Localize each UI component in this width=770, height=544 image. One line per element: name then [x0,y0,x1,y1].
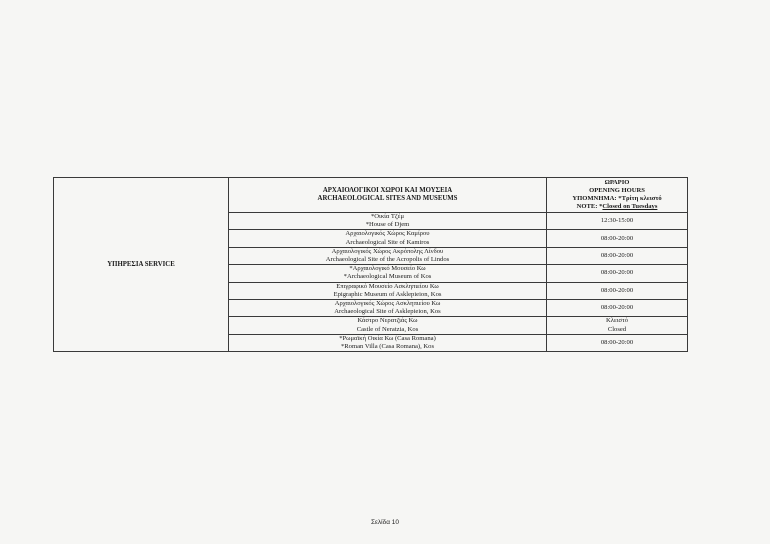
site-name-greek: *Οικία Τζέμ [371,213,404,220]
site-name-english: Archaeological Site of Kamiros [345,238,430,246]
site-cell [229,213,547,230]
sites-header-english: ARCHAEOLOGICAL SITES AND MUSEUMS [317,195,458,202]
hours-value-english: Closed [607,325,627,333]
note-english [549,203,685,211]
opening-hours-table [53,177,688,352]
site-name-english: Castle of Neratzia, Kos [356,325,419,333]
hours-value: 12:30-15:00 [600,217,634,225]
hours-value: 08:00-20:00 [600,286,634,294]
site-name-english: *Archaeological Museum of Kos [343,273,432,281]
hours-cell [547,230,688,247]
hours-cell [547,334,688,351]
hours-value: 08:00-20:00 [600,234,634,242]
service-header: ΥΠΗΡΕΣΙΑ SERVICE [107,260,175,268]
site-name-greek: Αρχαιολογικός Χώρος Ασκληπιείου Κω [334,300,441,308]
site-name-greek: Επιγραφικό Μουσείο Ασκληπιείου Κω [336,282,439,290]
page-number: Σελίδα 10 [370,519,400,526]
site-cell [229,230,547,247]
site-cell [229,282,547,299]
site-name-english: Epigraphic Museum of Asklepieion, Kos [333,290,442,298]
hours-value: 08:00-20:00 [600,304,634,312]
hours-cell [547,317,688,334]
site-name-english: Archaeological Site of Asklepieion, Kos [334,308,441,316]
site-name-greek: *Αρχαιολογικό Μουσείο Κω [349,265,426,273]
hours-value: 08:00-20:00 [600,338,634,346]
site-name-greek: Αρχαιολογικός Χώρος Ακρόπολης Λίνδου [331,247,444,255]
note-english-closed-tuesdays: Closed on Tuesdays [602,203,658,210]
hours-value-greek: Κλειστό [605,317,628,325]
note-english-prefix: NOTE: * [576,203,603,210]
hours-header-greek: ΩΡΑΡΙΟ [604,179,630,186]
site-cell [229,265,547,282]
hours-value: 08:00-20:00 [600,251,634,259]
site-name-english: Archaeological Site of the Acropolis of Lindos [325,256,450,264]
hours-cell [547,247,688,264]
hours-cell [547,213,688,230]
hours-value: 08:00-20:00 [600,269,634,277]
site-cell [229,317,547,334]
hours-header-cell [547,178,688,213]
site-cell [229,300,547,317]
site-name-english: *House of Djem [365,221,410,229]
note-greek: ΥΠΟΜΝΗΜΑ: *Τρίτη κλειστό [572,195,662,202]
service-cell [54,178,229,352]
site-name-greek: Αρχαιολογικός Χώρος Καμίρου [345,230,430,238]
sites-header-cell [229,178,547,213]
table-header-row [54,178,688,213]
hours-cell [547,300,688,317]
site-name-english: *Roman Villa (Casa Romana), Kos [340,343,435,351]
sites-header-greek: ΑΡΧΑΙΟΛΟΓΙΚΟΙ ΧΩΡΟΙ ΚΑΙ ΜΟΥΣΕΙΑ [322,186,453,194]
hours-cell [547,282,688,299]
hours-cell [547,265,688,282]
site-cell [229,247,547,264]
site-name-greek: Κάστρο Νερατζιάς Κω [357,317,418,325]
hours-header-english: OPENING HOURS [589,187,645,194]
site-cell [229,334,547,351]
site-name-greek: *Ρωμαϊκή Οικία Κω (Casa Romana) [339,334,436,342]
